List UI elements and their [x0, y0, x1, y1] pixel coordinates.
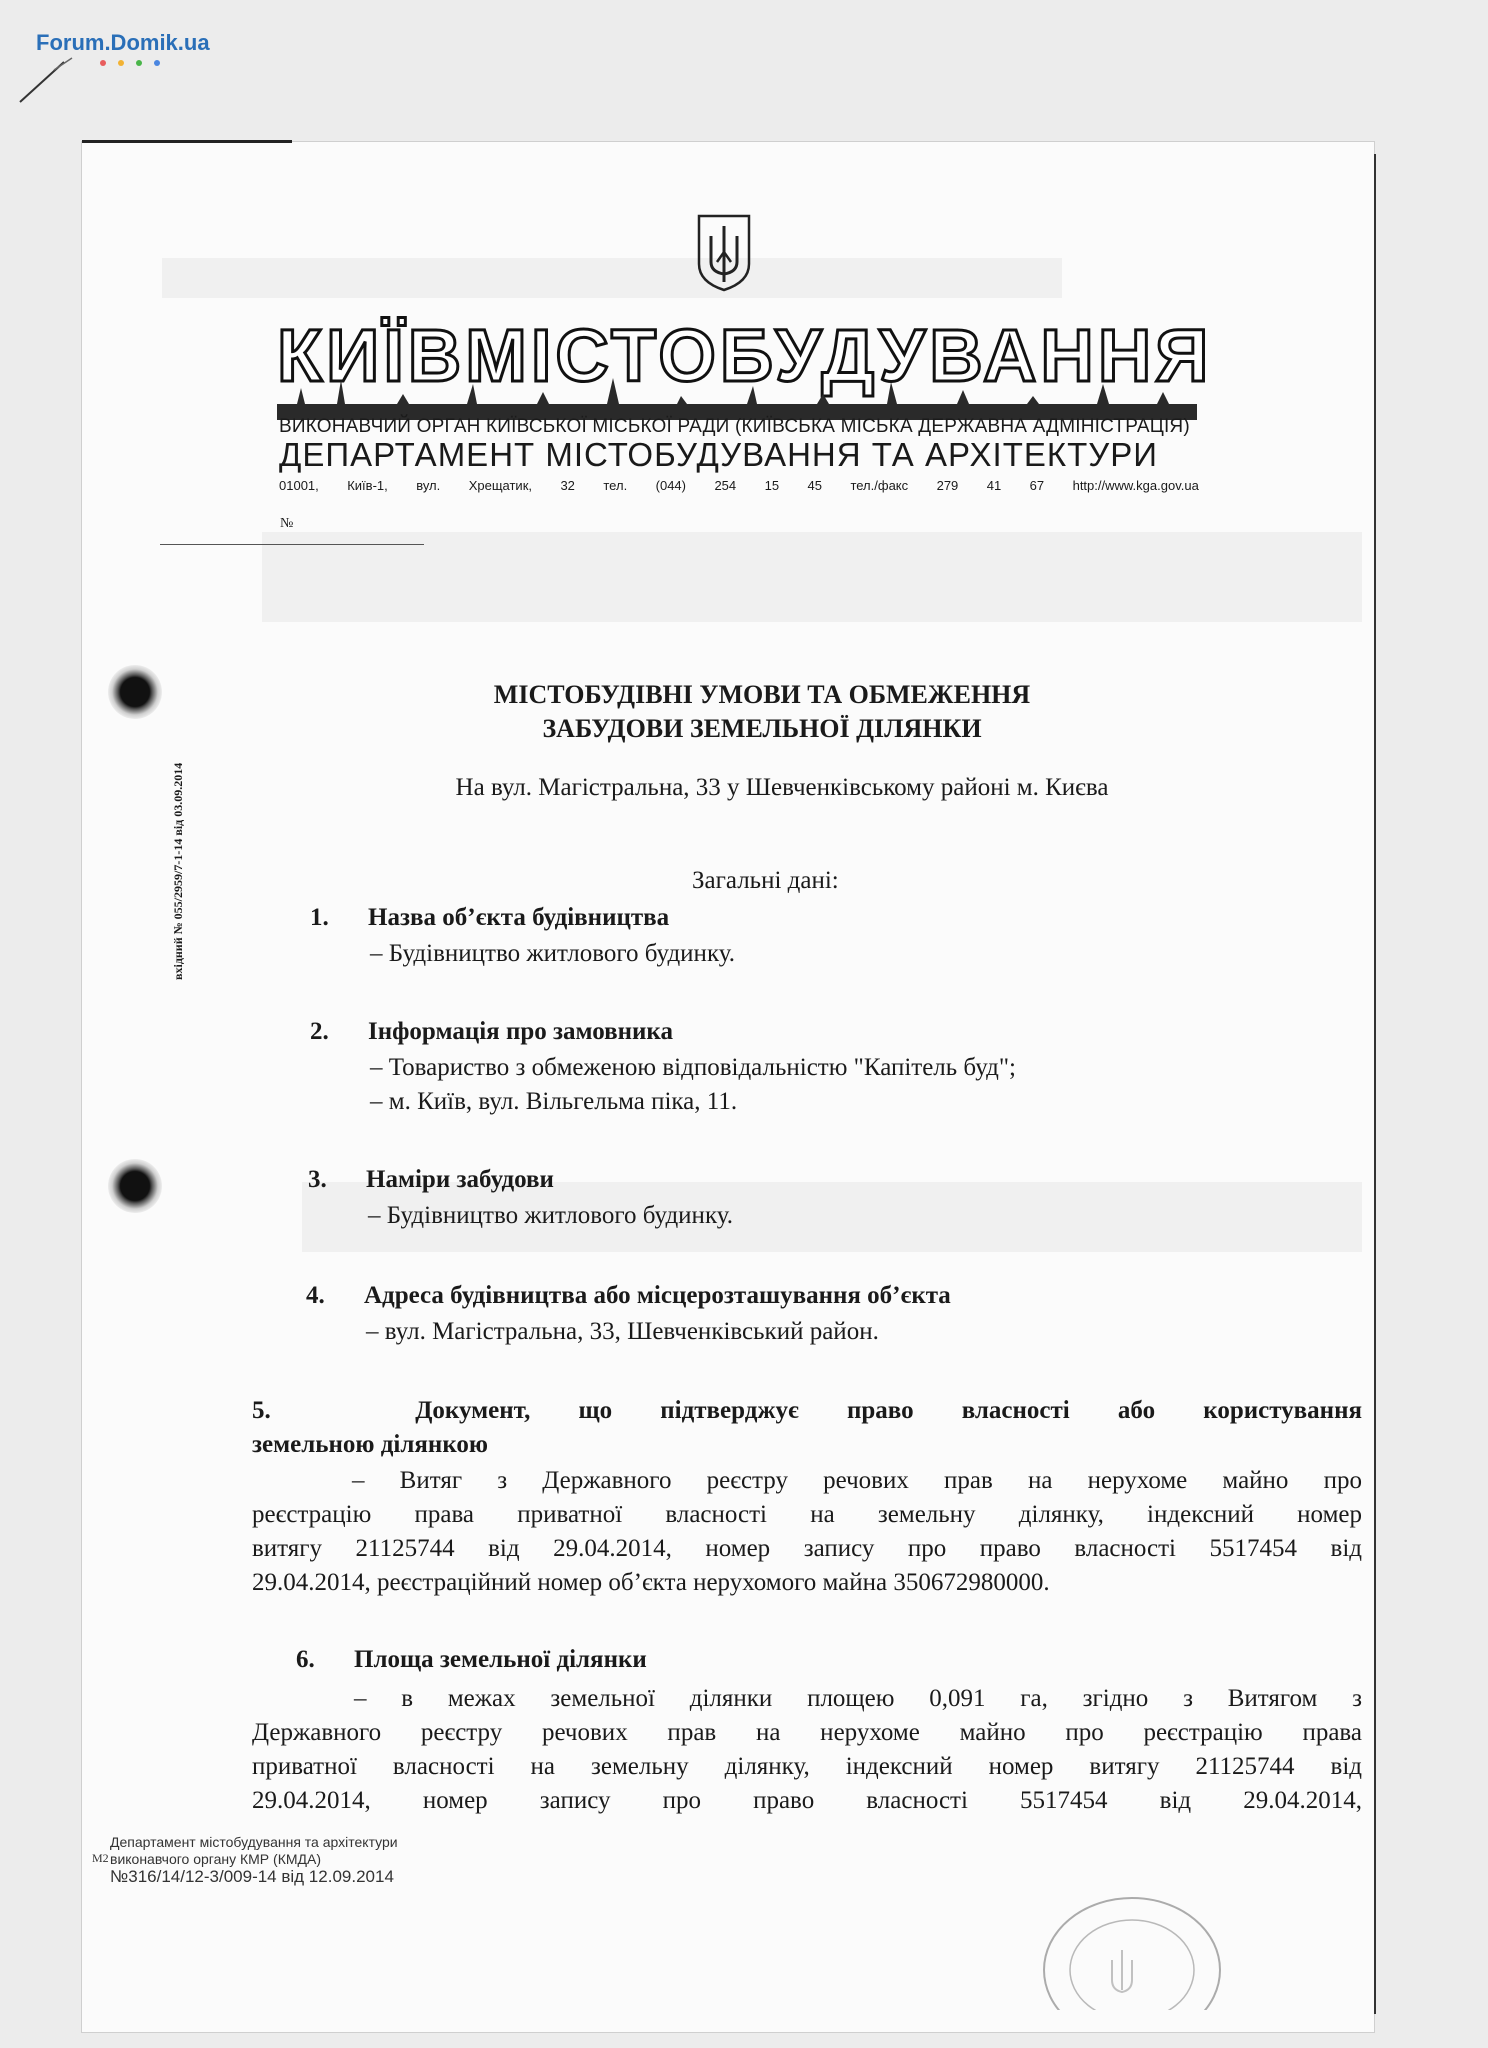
contact-part: тел./факс [850, 478, 909, 493]
section-5-title-a: Документ, що підтверджує право власності або користування [415, 1397, 1363, 1424]
section-5-heading [252, 1394, 1362, 1462]
contact-part: вул. [416, 478, 441, 493]
section-1-number: 1. [310, 904, 329, 931]
section-3-title: Наміри забудови [366, 1166, 554, 1193]
contact-part: 254 [714, 478, 737, 493]
section-4-title: Адреса будівництва або місцерозташування об’єкта [364, 1282, 951, 1309]
punch-hole [108, 665, 162, 719]
letterhead-subtitle: ВИКОНАВЧИЙ ОРГАН КИЇВСЬКОЇ МІСЬКОЇ РАДИ (КИЇВСЬКА МІСЬКА ДЕРЖАВНА АДМІНІСТРАЦІЯ) [279, 416, 1190, 437]
section-2-item: – м. Київ, вул. Вільгельма піка, 11. [370, 1088, 738, 1115]
contact-part: 15 [764, 478, 780, 493]
section-4-number: 4. [306, 1282, 325, 1309]
stamp-line-1: Департамент містобудування та архітектури [110, 1834, 398, 1850]
contact-part: 01001, [279, 478, 319, 493]
pen-stroke-mark [14, 56, 78, 104]
section-5-body [252, 1464, 1362, 1600]
section-6-number: 6. [296, 1646, 315, 1673]
section-3-item: – Будівництво житлового будинку. [368, 1202, 733, 1229]
section-2-item: – Товариство з обмеженою відповідальністю "Капітель буд"; [370, 1054, 1016, 1081]
document-title-line1: МІСТОБУДІВНІ УМОВИ ТА ОБМЕЖЕННЯ [493, 680, 1031, 709]
page-right-edge [1374, 154, 1376, 2014]
page-edge-shadow [82, 140, 292, 143]
stamp-line-2: виконавчого органу КМР (КМДА) [110, 1851, 321, 1867]
section-6-line: – в межах земельної ділянки площею 0,091 га, згідно з Витягом з [354, 1685, 1362, 1712]
scanned-page [82, 142, 1374, 2032]
forum-watermark: Forum.Domik.ua [36, 30, 210, 55]
watermark-dot [100, 60, 106, 66]
letterhead-contacts [279, 478, 1199, 493]
outgoing-number-label: № [280, 516, 294, 531]
section-5-line: – Витяг з Державного реєстру речових прав на нерухоме майно про [352, 1467, 1362, 1494]
registration-stamp-vertical [171, 680, 191, 980]
stamp-line-3: №316/14/12-3/009-14 від 12.09.2014 [110, 1867, 394, 1886]
section-5-line: витягу 21125744 від 29.04.2014, номер запису про право власності 5517454 від [252, 1535, 1362, 1562]
section-3-number: 3. [308, 1166, 327, 1193]
kyivmistobuduvannia-logo: КИЇВМІСТОБУДУВАННЯ [277, 314, 1213, 397]
contact-part: 279 [936, 478, 959, 493]
section-6-title: Площа земельної ділянки [354, 1646, 647, 1673]
document-address: На вул. Магістральна, 33 у Шевченківському районі м. Києва [455, 774, 1109, 801]
contact-part: 45 [807, 478, 822, 493]
section-5-line: 29.04.2014, реєстраційний номер об’єкта нерухомого майна 350672980000. [252, 1569, 1050, 1596]
watermark-dot [154, 60, 160, 66]
letterhead-department: ДЕПАРТАМЕНТ МІСТОБУДУВАННЯ ТА АРХІТЕКТУРИ [279, 436, 1158, 473]
watermark-dot [118, 60, 124, 66]
scan-noise [262, 532, 1362, 622]
section-1-item: – Будівництво житлового будинку. [370, 940, 735, 967]
contact-part: 41 [986, 478, 1002, 493]
section-6-line: 29.04.2014, номер запису про право власності 5517454 від 29.04.2014, [252, 1787, 1362, 1814]
incoming-stamp [110, 1834, 398, 1885]
contact-website: http://www.kga.gov.ua [1072, 478, 1199, 493]
city-skyline-graphic [277, 374, 1197, 420]
contact-part: тел. [603, 478, 628, 493]
general-data-heading: Загальні дані: [692, 867, 839, 894]
section-5-number: 5. [252, 1397, 271, 1424]
punch-hole [108, 1159, 162, 1213]
section-2-title: Інформація про замовника [368, 1018, 673, 1045]
section-1-title: Назва об’єкта будівництва [368, 904, 670, 931]
contact-part: Хрещатик, [468, 478, 532, 493]
section-4-item: – вул. Магістральна, 33, Шевченківський район. [366, 1318, 879, 1345]
scan-noise [162, 258, 1062, 298]
round-seal-icon [1032, 1880, 1232, 2010]
trident-emblem-icon [695, 212, 753, 292]
section-5-title-b: земельною ділянкою [252, 1431, 488, 1458]
stamp-prefix: М2 [92, 1851, 109, 1865]
contact-part: 32 [560, 478, 575, 493]
registration-text: вхідний № 055/2959/7-1-14 від 03.09.2014 [171, 762, 185, 980]
section-5-line: реєстрацію права приватної власності на земельну ділянку, індексний номер [252, 1501, 1362, 1528]
contact-part: (044) [655, 478, 686, 493]
section-6-body [252, 1682, 1362, 1818]
contact-part: 67 [1029, 478, 1045, 493]
contact-part: Київ-1, [347, 478, 388, 493]
watermark-dot [136, 60, 142, 66]
section-6-line: Державного реєстру речових прав на нерухоме майно про реєстрацію права [252, 1719, 1362, 1746]
section-6-line: приватної власності на земельну ділянку, індексний номер витягу 21125744 від [252, 1753, 1362, 1780]
document-title-line2: ЗАБУДОВИ ЗЕМЕЛЬНОЇ ДІЛЯНКИ [542, 714, 982, 743]
section-2-number: 2. [310, 1018, 329, 1045]
watermark-dots [100, 60, 160, 66]
section-5-heading-line [252, 1394, 1362, 1428]
